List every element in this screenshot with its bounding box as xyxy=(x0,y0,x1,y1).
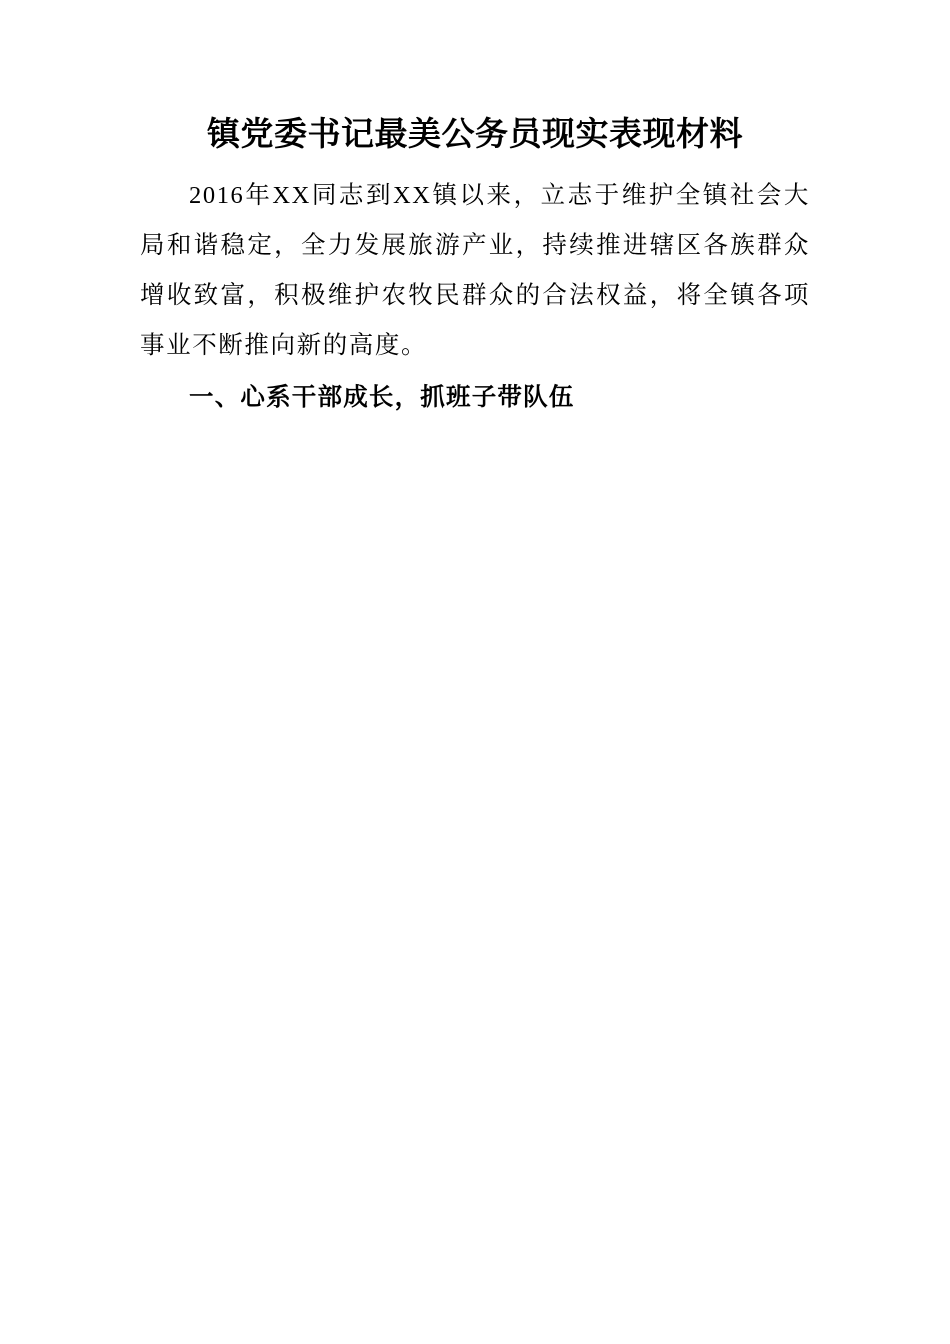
intro-paragraph: 2016年XX同志到XX镇以来，立志于维护全镇社会大局和谐稳定，全力发展旅游产业，持续推进辖区各族群众增收致富，积极维护农牧民群众的合法权益，将全镇各项事业不断推向新的高度。 xyxy=(140,181,810,359)
page-title: 镇党委书记最美公务员现实表现材料 xyxy=(207,115,743,152)
section-heading-1: 一、心系干部成长，抓班子带队伍 xyxy=(189,383,575,411)
